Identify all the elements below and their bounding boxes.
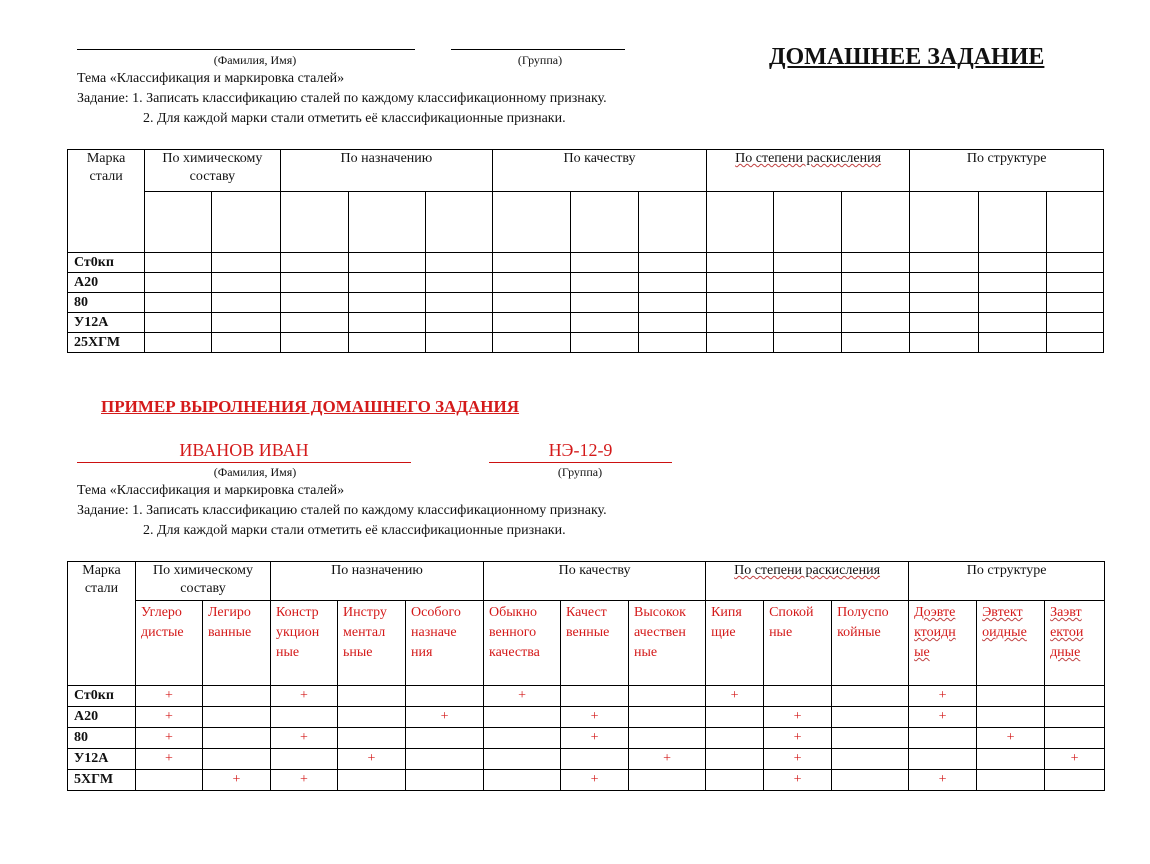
plus-mark-cell[interactable]: + (561, 728, 629, 749)
subheader-text: Высокок (634, 605, 686, 620)
empty-cell[interactable] (977, 686, 1045, 707)
steel-grade-label: У12А (68, 313, 145, 333)
example-table-body (68, 686, 1105, 791)
plus-mark-cell[interactable]: + (136, 686, 203, 707)
answer-cell[interactable] (842, 293, 910, 313)
empty-cell[interactable] (832, 728, 909, 749)
topic-line: Тема «Классификация и маркировка сталей» (77, 71, 345, 86)
subheader-text: укцион (276, 625, 320, 640)
empty-cell[interactable] (1045, 728, 1105, 749)
answer-cell[interactable] (842, 273, 910, 293)
empty-cell[interactable] (832, 686, 909, 707)
empty-cell[interactable] (1045, 707, 1105, 728)
plus-mark-cell[interactable]: + (1045, 749, 1105, 770)
subheader-text: ные (634, 645, 658, 660)
steel-grade-label: Ст0кп (68, 686, 136, 707)
answer-cell[interactable] (425, 293, 492, 313)
plus-mark-cell[interactable]: + (629, 749, 706, 770)
plus-mark-cell[interactable]: + (706, 686, 764, 707)
answer-cell[interactable] (910, 313, 978, 333)
answer-cell[interactable] (571, 313, 638, 333)
empty-cell[interactable] (338, 686, 406, 707)
example-heading: ПРИМЕР ВЫРОЛНЕНИЯ ДОМАШНЕГО ЗАДАНИЯ (101, 397, 520, 416)
classification-subheader (706, 601, 764, 686)
table-row (68, 770, 1105, 791)
plus-mark-cell[interactable]: + (271, 770, 338, 791)
subheader-text: ьные (343, 645, 373, 660)
empty-cell[interactable] (629, 728, 706, 749)
steel-grade-label: А20 (68, 707, 136, 728)
subheader-text: ктоидн (914, 625, 956, 640)
answer-cell[interactable] (425, 273, 492, 293)
plus-mark-cell[interactable]: + (338, 749, 406, 770)
subheader-text: Кипя (711, 605, 742, 620)
blank-subheader-cell[interactable] (493, 192, 571, 253)
answer-cell[interactable] (638, 313, 706, 333)
subheader-text: качества (489, 645, 540, 660)
empty-cell[interactable] (629, 686, 706, 707)
table-row (68, 253, 1104, 273)
empty-cell[interactable] (203, 728, 271, 749)
plus-mark-cell[interactable]: + (909, 707, 977, 728)
subheader-text: койные (837, 625, 881, 640)
subheader-text: дистые (141, 625, 184, 640)
answer-cell[interactable] (978, 333, 1046, 353)
subheader-text: Качест (566, 605, 607, 620)
answer-cell[interactable] (638, 253, 706, 273)
example-student-group: НЭ-12-9 (548, 440, 613, 460)
answer-cell[interactable] (348, 253, 425, 273)
subheader-text: Обыкно (489, 605, 537, 620)
blank-subheader-cell[interactable] (910, 192, 978, 253)
answer-cell[interactable] (212, 293, 280, 313)
blank-subheader-cell[interactable] (706, 192, 773, 253)
classification-subheader (338, 601, 406, 686)
classification-subheader (977, 601, 1045, 686)
example-topic-line: Тема «Классификация и маркировка сталей» (77, 483, 345, 498)
empty-cell[interactable] (1045, 686, 1105, 707)
plus-mark-cell[interactable]: + (271, 728, 338, 749)
answer-cell[interactable] (425, 313, 492, 333)
empty-cell[interactable] (136, 770, 203, 791)
blank-table-body (68, 253, 1104, 353)
empty-cell[interactable] (832, 749, 909, 770)
blank-subheader-cell[interactable] (842, 192, 910, 253)
example-task-line-2: 2. Для каждой марки стали отметить её классификационные признаки. (143, 523, 566, 538)
empty-cell[interactable] (271, 749, 338, 770)
plus-mark-cell[interactable]: + (561, 770, 629, 791)
plus-mark-cell[interactable]: + (909, 686, 977, 707)
plus-mark-cell[interactable]: + (136, 707, 203, 728)
example-name-line (77, 462, 411, 463)
answer-cell[interactable] (774, 253, 842, 273)
answer-cell[interactable] (910, 273, 978, 293)
answer-cell[interactable] (493, 293, 571, 313)
empty-cell[interactable] (561, 749, 629, 770)
table-row (68, 686, 1105, 707)
blank-subheader-cell[interactable] (212, 192, 280, 253)
answer-cell[interactable] (493, 253, 571, 273)
answer-cell[interactable] (145, 253, 212, 273)
empty-cell[interactable] (484, 770, 561, 791)
subheader-text: ные (276, 645, 300, 660)
subheader-text: ые (914, 645, 930, 660)
answer-cell[interactable] (348, 273, 425, 293)
classification-subheader (1045, 601, 1105, 686)
answer-cell[interactable] (493, 313, 571, 333)
answer-cell[interactable] (842, 253, 910, 273)
blank-subheader-cell[interactable] (280, 192, 348, 253)
answer-cell[interactable] (1046, 313, 1103, 333)
classification-subheader (629, 601, 706, 686)
name-blank-line (77, 49, 415, 50)
table-row (68, 728, 1105, 749)
answer-cell[interactable] (978, 273, 1046, 293)
answer-cell[interactable] (280, 273, 348, 293)
ex-header-steel-grade: Марка стали (68, 562, 136, 686)
group-caption: (Группа) (517, 53, 563, 67)
answer-cell[interactable] (145, 273, 212, 293)
answer-cell[interactable] (280, 293, 348, 313)
answer-cell[interactable] (910, 293, 978, 313)
classification-subheader (271, 601, 338, 686)
plus-mark-cell[interactable]: + (977, 728, 1045, 749)
classification-subheader (406, 601, 484, 686)
answer-cell[interactable] (774, 273, 842, 293)
subheader-text: ные (769, 625, 793, 640)
answer-cell[interactable] (842, 333, 910, 353)
table-row (68, 749, 1105, 770)
ex-header-chem-composition: По химическому составу (136, 562, 271, 601)
empty-cell[interactable] (203, 686, 271, 707)
subheader-text: оидные (982, 625, 1027, 640)
blank-subheader-cell[interactable] (571, 192, 638, 253)
plus-mark-cell[interactable]: + (764, 728, 832, 749)
subheader-text: Легиро (208, 605, 251, 620)
blank-classification-table (67, 149, 1104, 353)
plus-mark-cell[interactable]: + (764, 707, 832, 728)
task-line-2: 2. Для каждой марки стали отметить её классификационные признаки. (143, 111, 566, 126)
header-purpose: По назначению (280, 150, 493, 192)
plus-mark-cell[interactable]: + (764, 770, 832, 791)
subheader-text: ния (411, 645, 433, 660)
ex-header-structure: По структуре (909, 562, 1105, 601)
empty-cell[interactable] (406, 728, 484, 749)
empty-cell[interactable] (203, 707, 271, 728)
table-row (68, 293, 1104, 313)
answer-cell[interactable] (425, 253, 492, 273)
answer-cell[interactable] (212, 273, 280, 293)
answer-cell[interactable] (348, 333, 425, 353)
group-blank-line (451, 49, 625, 50)
subheader-text: ментал (343, 625, 386, 640)
answer-cell[interactable] (910, 253, 978, 273)
subheader-text: Констр (276, 605, 319, 620)
answer-cell[interactable] (212, 313, 280, 333)
empty-cell[interactable] (203, 749, 271, 770)
subheader-text: венные (566, 625, 610, 640)
empty-cell[interactable] (832, 707, 909, 728)
answer-cell[interactable] (1046, 333, 1103, 353)
classification-subheader (909, 601, 977, 686)
empty-cell[interactable] (706, 707, 764, 728)
answer-cell[interactable] (425, 333, 492, 353)
answer-cell[interactable] (978, 313, 1046, 333)
empty-cell[interactable] (977, 749, 1045, 770)
header-deoxidation: По степени раскисления (706, 150, 910, 192)
empty-cell[interactable] (1045, 770, 1105, 791)
empty-cell[interactable] (977, 770, 1045, 791)
answer-cell[interactable] (212, 333, 280, 353)
plus-mark-cell[interactable]: + (406, 707, 484, 728)
plus-mark-cell[interactable]: + (561, 707, 629, 728)
answer-cell[interactable] (145, 313, 212, 333)
steel-grade-label: 80 (68, 293, 145, 313)
empty-cell[interactable] (832, 770, 909, 791)
steel-grade-label: 80 (68, 728, 136, 749)
classification-subheader (136, 601, 203, 686)
answer-cell[interactable] (706, 253, 773, 273)
answer-cell[interactable] (706, 333, 773, 353)
empty-cell[interactable] (561, 686, 629, 707)
answer-cell[interactable] (145, 293, 212, 313)
ex-header-purpose: По назначению (271, 562, 484, 601)
empty-cell[interactable] (706, 749, 764, 770)
plus-mark-cell[interactable]: + (764, 749, 832, 770)
header-structure: По структуре (910, 150, 1104, 192)
classification-subheader (764, 601, 832, 686)
answer-cell[interactable] (978, 293, 1046, 313)
answer-cell[interactable] (493, 273, 571, 293)
subheader-text: венного (489, 625, 537, 640)
subheader-text: ачествен (634, 625, 686, 640)
page-title: ДОМАШНЕЕ ЗАДАНИЕ (769, 44, 1045, 70)
table-row (68, 313, 1104, 333)
empty-cell[interactable] (764, 686, 832, 707)
subheader-text: Полуспо (837, 605, 889, 620)
steel-grade-label: 25ХГМ (68, 333, 145, 353)
classification-subheader (484, 601, 561, 686)
answer-cell[interactable] (280, 333, 348, 353)
empty-cell[interactable] (338, 728, 406, 749)
answer-cell[interactable] (1046, 293, 1103, 313)
subheader-text: ванные (208, 625, 252, 640)
answer-cell[interactable] (280, 313, 348, 333)
subheader-text: ектои (1050, 625, 1084, 640)
steel-grade-label: Ст0кп (68, 253, 145, 273)
empty-cell[interactable] (706, 728, 764, 749)
example-classification-table (67, 561, 1105, 791)
subheader-text: Инстру (343, 605, 387, 620)
plus-mark-cell[interactable]: + (136, 728, 203, 749)
answer-cell[interactable] (978, 253, 1046, 273)
example-student-name: ИВАНОВ ИВАН (179, 440, 309, 460)
classification-subheader (203, 601, 271, 686)
answer-cell[interactable] (638, 273, 706, 293)
empty-cell[interactable] (338, 707, 406, 728)
subheader-text: Доэвте (914, 605, 956, 620)
answer-cell[interactable] (910, 333, 978, 353)
answer-cell[interactable] (348, 293, 425, 313)
answer-cell[interactable] (842, 313, 910, 333)
subheader-text: дные (1050, 645, 1081, 660)
empty-cell[interactable] (484, 749, 561, 770)
plus-mark-cell[interactable]: + (203, 770, 271, 791)
answer-cell[interactable] (774, 293, 842, 313)
blank-subheader-cell[interactable] (774, 192, 842, 253)
answer-cell[interactable] (280, 253, 348, 273)
example-group-caption: (Группа) (557, 465, 603, 479)
empty-cell[interactable] (909, 728, 977, 749)
answer-cell[interactable] (212, 253, 280, 273)
header-steel-grade: Марка стали (68, 150, 145, 253)
answer-cell[interactable] (571, 253, 638, 273)
answer-cell[interactable] (571, 333, 638, 353)
steel-grade-label: 5ХГМ (68, 770, 136, 791)
example-task-line-1: Задание: 1. Записать классификацию сталей по каждому классификационному признаку. (77, 503, 607, 518)
table-row (68, 707, 1105, 728)
header-chem-composition: По химическому составу (145, 150, 280, 192)
empty-cell[interactable] (977, 707, 1045, 728)
answer-cell[interactable] (571, 293, 638, 313)
answer-cell[interactable] (493, 333, 571, 353)
empty-cell[interactable] (406, 686, 484, 707)
answer-cell[interactable] (145, 333, 212, 353)
answer-cell[interactable] (774, 333, 842, 353)
classification-subheader (561, 601, 629, 686)
blank-subheader-cell[interactable] (978, 192, 1046, 253)
classification-subheader (832, 601, 909, 686)
plus-mark-cell[interactable]: + (909, 770, 977, 791)
answer-cell[interactable] (1046, 253, 1103, 273)
subheader-text: Заэвт (1050, 605, 1082, 620)
plus-mark-cell[interactable]: + (484, 686, 561, 707)
subheader-text: назначе (411, 625, 457, 640)
subheader-text: Эвтект (982, 605, 1023, 620)
answer-cell[interactable] (571, 273, 638, 293)
plus-mark-cell[interactable]: + (136, 749, 203, 770)
ex-header-quality: По качеству (484, 562, 706, 601)
answer-cell[interactable] (706, 273, 773, 293)
empty-cell[interactable] (706, 770, 764, 791)
steel-grade-label: У12А (68, 749, 136, 770)
steel-grade-label: А20 (68, 273, 145, 293)
answer-cell[interactable] (638, 333, 706, 353)
answer-cell[interactable] (774, 313, 842, 333)
table-row (68, 273, 1104, 293)
answer-cell[interactable] (706, 313, 773, 333)
blank-subheader-cell[interactable] (1046, 192, 1103, 253)
empty-cell[interactable] (484, 707, 561, 728)
blank-subheader-cell[interactable] (348, 192, 425, 253)
answer-cell[interactable] (638, 293, 706, 313)
answer-cell[interactable] (1046, 273, 1103, 293)
name-caption: (Фамилия, Имя) (213, 53, 297, 67)
blank-subheader-cell[interactable] (145, 192, 212, 253)
plus-mark-cell[interactable]: + (271, 686, 338, 707)
header-quality: По качеству (493, 150, 707, 192)
empty-cell[interactable] (406, 749, 484, 770)
blank-subheader-cell[interactable] (638, 192, 706, 253)
example-group-line (489, 462, 672, 463)
ex-subheader-row (68, 601, 1105, 686)
table-row (68, 333, 1104, 353)
subheader-text: щие (711, 625, 736, 640)
empty-cell[interactable] (406, 770, 484, 791)
blank-subheader-cell[interactable] (425, 192, 492, 253)
subheader-text: Спокой (769, 605, 814, 620)
answer-cell[interactable] (348, 313, 425, 333)
empty-cell[interactable] (629, 707, 706, 728)
empty-cell[interactable] (484, 728, 561, 749)
empty-cell[interactable] (629, 770, 706, 791)
empty-cell[interactable] (338, 770, 406, 791)
empty-cell[interactable] (909, 749, 977, 770)
subheader-text: Углеро (141, 605, 182, 620)
empty-cell[interactable] (271, 707, 338, 728)
example-name-caption: (Фамилия, Имя) (213, 465, 297, 479)
answer-cell[interactable] (706, 293, 773, 313)
subheader-text: Особого (411, 605, 461, 620)
task-line-1: Задание: 1. Записать классификацию сталей по каждому классификационному признаку. (77, 91, 607, 106)
ex-header-deoxidation: По степени раскисления (706, 562, 909, 601)
